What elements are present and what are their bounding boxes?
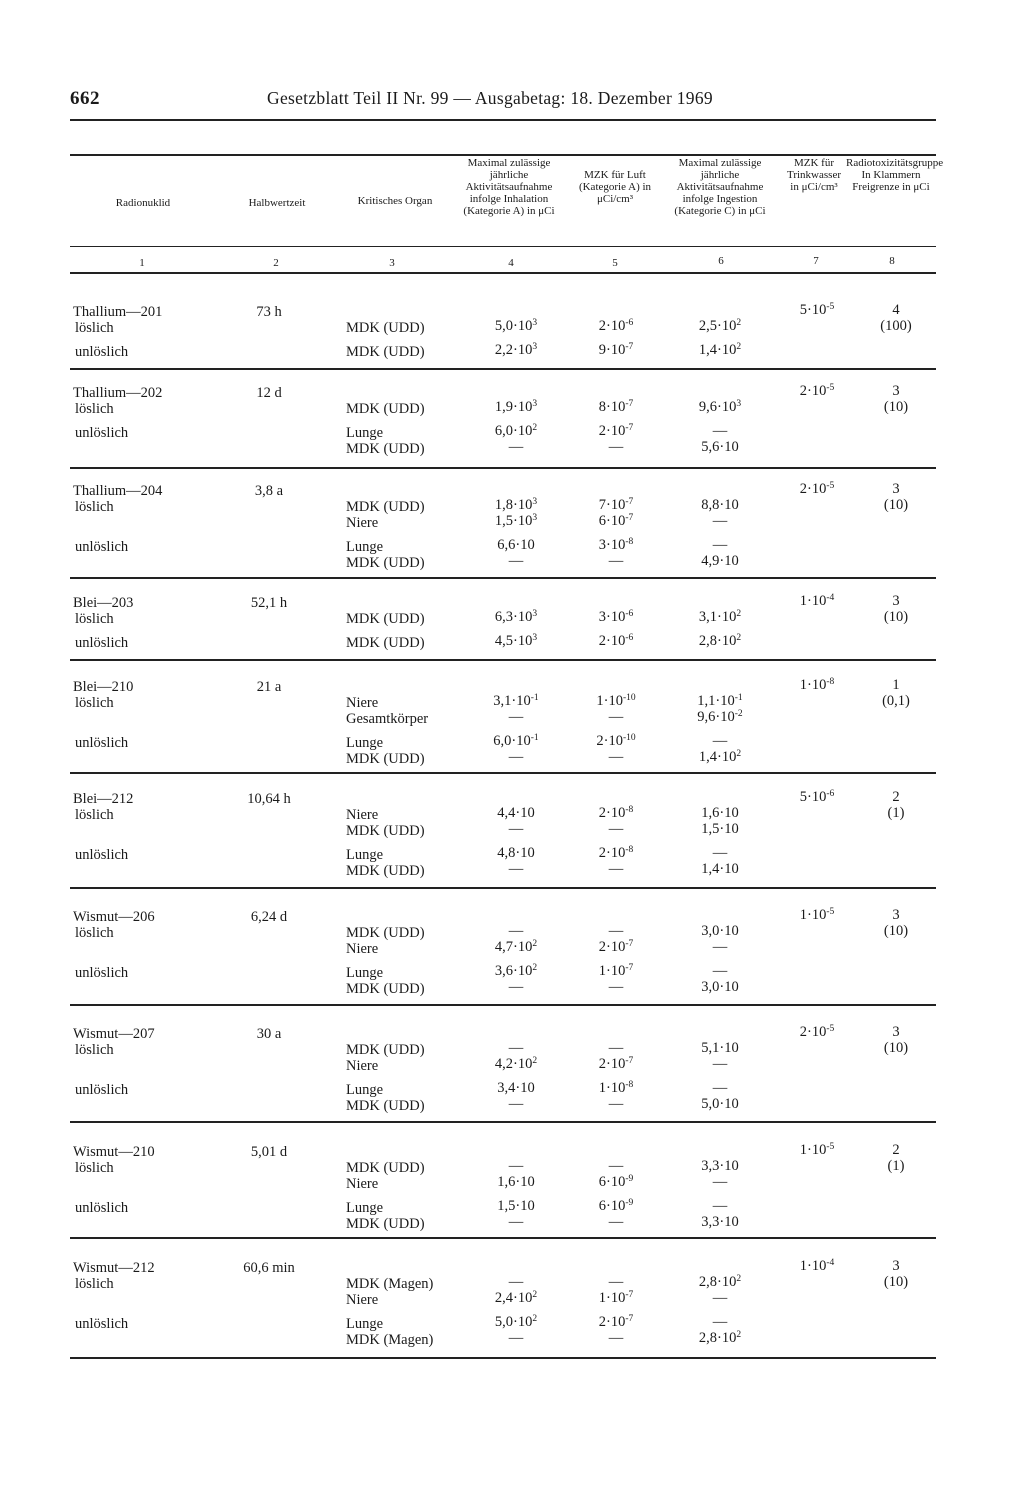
critical-organ: Niere [346, 1292, 379, 1308]
solubility-form: löslich [75, 611, 114, 627]
critical-organ: MDK (UDD) [346, 320, 425, 336]
ingestion-value: — [712, 845, 728, 861]
toxicity-group: 1 [892, 677, 900, 693]
toxicity-group: 2 [892, 789, 900, 805]
group-separator [70, 887, 936, 889]
mzk-water: $1\cdot 10^{-5}$ [799, 1142, 835, 1158]
air-mzk-value: — [608, 439, 624, 455]
nuclide-name: Thallium—202 [73, 385, 163, 401]
mzk-water: $1\cdot 10^{-4}$ [799, 593, 835, 609]
half-life: 60,6 min [243, 1260, 295, 1276]
colnum-2: 2 [273, 257, 279, 269]
inhalation-value: — [508, 861, 524, 877]
air-mzk-value: $2\cdot 10^{-7}$ [598, 939, 634, 955]
inhalation-value: $5,0\cdot 10^2$ [494, 1314, 538, 1330]
ingestion-value: $2,8\cdot 10^2$ [698, 1330, 742, 1346]
ingestion-value: $9,6\cdot 10^3$ [698, 399, 742, 415]
critical-organ: Gesamtkörper [346, 711, 429, 727]
inhalation-value: $3,1\cdot 10^{-1}$ [493, 693, 539, 709]
critical-organ: Lunge [346, 1200, 384, 1216]
solubility-form: löslich [75, 695, 114, 711]
critical-organ: Niere [346, 1058, 379, 1074]
solubility-form: unlöslich [75, 635, 129, 651]
inhalation-value: $2,4\cdot 10^2$ [494, 1290, 538, 1306]
toxicity-group: 3 [892, 481, 900, 497]
critical-organ: MDK (UDD) [346, 401, 425, 417]
critical-organ: MDK (UDD) [346, 981, 425, 997]
inhalation-value: 3,4·10 [497, 1080, 535, 1096]
air-mzk-value: — [608, 749, 624, 765]
colnum-3: 3 [389, 257, 395, 269]
toxicity-group: 2 [892, 1142, 900, 1158]
air-mzk-value: $3\cdot 10^{-8}$ [598, 537, 634, 553]
colnum-5: 5 [612, 257, 618, 269]
solubility-form: unlöslich [75, 425, 129, 441]
colnum-8: 8 [889, 255, 895, 267]
half-life: 12 d [256, 385, 282, 401]
mzk-water: $1\cdot 10^{-4}$ [799, 1258, 835, 1274]
critical-organ: MDK (UDD) [346, 499, 425, 515]
solubility-form: löslich [75, 1042, 114, 1058]
critical-organ: MDK (UDD) [346, 611, 425, 627]
nuclide-name: Wismut—206 [73, 909, 155, 925]
inhalation-value: — [508, 1158, 524, 1174]
inhalation-value: $2,2\cdot 10^3$ [494, 342, 538, 358]
mzk-water: $2\cdot 10^{-5}$ [799, 383, 835, 399]
mzk-water: $2\cdot 10^{-5}$ [799, 1024, 835, 1040]
critical-organ: Niere [346, 807, 379, 823]
critical-organ: MDK (UDD) [346, 823, 425, 839]
ingestion-value: 5,1·10 [701, 1040, 739, 1056]
solubility-form: unlöslich [75, 1316, 129, 1332]
exemption-limit: (10) [883, 399, 909, 415]
exemption-limit: (10) [883, 497, 909, 513]
inhalation-value: 1,5·10 [497, 1198, 535, 1214]
inhalation-value: — [508, 1330, 524, 1346]
critical-organ: MDK (UDD) [346, 751, 425, 767]
air-mzk-value: — [608, 979, 624, 995]
air-mzk-value: — [608, 861, 624, 877]
solubility-form: unlöslich [75, 539, 129, 555]
air-mzk-value: $8\cdot 10^{-7}$ [598, 399, 634, 415]
ingestion-value: 5,6·10 [701, 439, 739, 455]
exemption-limit: (10) [883, 923, 909, 939]
colnum-4: 4 [508, 257, 514, 269]
group-separator [70, 1237, 936, 1239]
half-life: 30 a [256, 1026, 282, 1042]
critical-organ: Lunge [346, 847, 384, 863]
ingestion-value: $9,6\cdot 10^{-2}$ [697, 709, 743, 725]
inhalation-value: $6,0\cdot 10^2$ [494, 423, 538, 439]
half-life: 10,64 h [247, 791, 291, 807]
air-mzk-value: $1\cdot 10^{-8}$ [598, 1080, 634, 1096]
ingestion-value: — [712, 1174, 728, 1190]
inhalation-value: $4,7\cdot 10^2$ [494, 939, 538, 955]
ingestion-value: $2,8\cdot 10^2$ [698, 633, 742, 649]
ingestion-value: $1,1\cdot 10^{-1}$ [697, 693, 743, 709]
ingestion-value: — [712, 733, 728, 749]
inhalation-value: — [508, 1274, 524, 1290]
mzk-water: $5\cdot 10^{-6}$ [799, 789, 835, 805]
nuclide-name: Thallium—204 [73, 483, 163, 499]
solubility-form: löslich [75, 1160, 114, 1176]
critical-organ: Niere [346, 695, 379, 711]
ingestion-value: — [712, 1056, 728, 1072]
inhalation-value: — [508, 923, 524, 939]
toxicity-group: 3 [892, 1258, 900, 1274]
ingestion-value: — [712, 939, 728, 955]
colhead-ingestion: Maximal zulässige jährliche Aktivitätsaufnahme infolge Ingestion (Kategorie C) in μCi [674, 157, 766, 217]
inhalation-value: — [508, 1096, 524, 1112]
air-mzk-value: $6\cdot 10^{-7}$ [598, 513, 634, 529]
air-mzk-value: $2\cdot 10^{-7}$ [598, 423, 634, 439]
inhalation-value: — [508, 821, 524, 837]
ingestion-value: — [712, 1080, 728, 1096]
nuclide-name: Blei—212 [73, 791, 134, 807]
air-mzk-value: $1\cdot 10^{-7}$ [598, 1290, 634, 1306]
colhead-nuclide: Radionuklid [115, 197, 171, 209]
critical-organ: MDK (UDD) [346, 863, 425, 879]
ingestion-value: $1,4\cdot 10^2$ [698, 342, 742, 358]
critical-organ: Niere [346, 1176, 379, 1192]
air-mzk-value: $6\cdot 10^{-9}$ [598, 1174, 634, 1190]
ingestion-value: 1,6·10 [701, 805, 739, 821]
ingestion-value: — [712, 537, 728, 553]
toxicity-group: 3 [892, 383, 900, 399]
air-mzk-value: $2\cdot 10^{-7}$ [598, 1056, 634, 1072]
table-top-rule [70, 154, 936, 156]
nuclide-name: Wismut—207 [73, 1026, 155, 1042]
inhalation-value: — [508, 1214, 524, 1230]
group-separator [70, 467, 936, 469]
ingestion-value: — [712, 513, 728, 529]
ingestion-value: — [712, 423, 728, 439]
inhalation-value: $1,9\cdot 10^3$ [494, 399, 538, 415]
colhead-air: MZK für Luft (Kategorie A) in μCi/cm³ [578, 169, 652, 205]
air-mzk-value: $2\cdot 10^{-6}$ [598, 318, 634, 334]
air-mzk-value: — [608, 821, 624, 837]
air-mzk-value: $2\cdot 10^{-8}$ [598, 845, 634, 861]
nuclide-name: Thallium—201 [73, 304, 163, 320]
ingestion-value: $2,8\cdot 10^2$ [698, 1274, 742, 1290]
group-separator [70, 368, 936, 370]
critical-organ: MDK (UDD) [346, 1216, 425, 1232]
group-separator [70, 772, 936, 774]
exemption-limit: (1) [887, 805, 905, 821]
solubility-form: unlöslich [75, 344, 129, 360]
half-life: 5,01 d [250, 1144, 288, 1160]
air-mzk-value: $2\cdot 10^{-7}$ [598, 1314, 634, 1330]
air-mzk-value: $9\cdot 10^{-7}$ [598, 342, 634, 358]
half-life: 6,24 d [250, 909, 288, 925]
ingestion-value: 1,5·10 [701, 821, 739, 837]
inhalation-value: $1,5\cdot 10^3$ [494, 513, 538, 529]
solubility-form: löslich [75, 1276, 114, 1292]
ingestion-value: 3,0·10 [701, 923, 739, 939]
inhalation-value: 1,6·10 [497, 1174, 535, 1190]
critical-organ: MDK (UDD) [346, 1098, 425, 1114]
colnum-6: 6 [718, 255, 724, 267]
air-mzk-value: — [608, 553, 624, 569]
exemption-limit: (10) [883, 609, 909, 625]
critical-organ: Niere [346, 941, 379, 957]
running-title: Gesetzblatt Teil II Nr. 99 — Ausgabetag: 18. Dezember 1969 [267, 88, 713, 108]
nuclide-name: Wismut—210 [73, 1144, 155, 1160]
exemption-limit: (0,1) [882, 693, 910, 709]
solubility-form: unlöslich [75, 965, 129, 981]
inhalation-value: $5,0\cdot 10^3$ [494, 318, 538, 334]
solubility-form: löslich [75, 499, 114, 515]
critical-organ: Lunge [346, 735, 384, 751]
mzk-water: $1\cdot 10^{-5}$ [799, 907, 835, 923]
group-separator [70, 659, 936, 661]
toxicity-group: 4 [892, 302, 900, 318]
ingestion-value: 4,9·10 [701, 553, 739, 569]
critical-organ: MDK (Magen) [346, 1332, 434, 1348]
air-mzk-value: $2\cdot 10^{-10}$ [596, 733, 636, 749]
inhalation-value: $6,0\cdot 10^{-1}$ [493, 733, 539, 749]
solubility-form: unlöslich [75, 847, 129, 863]
page-number: 662 [70, 88, 100, 109]
header-divider [70, 246, 936, 247]
critical-organ: MDK (UDD) [346, 635, 425, 651]
inhalation-value: $3,6\cdot 10^2$ [494, 963, 538, 979]
solubility-form: löslich [75, 320, 114, 336]
air-mzk-value: $2\cdot 10^{-6}$ [598, 633, 634, 649]
air-mzk-value: — [608, 1330, 624, 1346]
group-separator [70, 1121, 936, 1123]
ingestion-value: 3,0·10 [701, 979, 739, 995]
critical-organ: MDK (UDD) [346, 441, 425, 457]
critical-organ: Lunge [346, 1316, 384, 1332]
ingestion-value: — [712, 1198, 728, 1214]
air-mzk-value: — [608, 1040, 624, 1056]
inhalation-value: $6,3\cdot 10^3$ [494, 609, 538, 625]
inhalation-value: — [508, 979, 524, 995]
toxicity-group: 3 [892, 1024, 900, 1040]
air-mzk-value: — [608, 923, 624, 939]
critical-organ: Lunge [346, 965, 384, 981]
inhalation-value: — [508, 749, 524, 765]
inhalation-value: — [508, 1040, 524, 1056]
solubility-form: löslich [75, 925, 114, 941]
header-rule [70, 119, 936, 121]
critical-organ: MDK (UDD) [346, 925, 425, 941]
air-mzk-value: $7\cdot 10^{-7}$ [598, 497, 634, 513]
colhead-inhalation: Maximal zulässige jährliche Aktivitätsaufnahme infolge Inhalation (Kategorie A) in μCi [463, 157, 555, 217]
solubility-form: unlöslich [75, 735, 129, 751]
inhalation-value: 4,8·10 [497, 845, 535, 861]
toxicity-group: 3 [892, 907, 900, 923]
half-life: 21 a [256, 679, 282, 695]
mzk-water: $1\cdot 10^{-8}$ [799, 677, 835, 693]
air-mzk-value: — [608, 709, 624, 725]
mzk-water: $5\cdot 10^{-5}$ [799, 302, 835, 318]
half-life: 3,8 a [254, 483, 284, 499]
air-mzk-value: $1\cdot 10^{-7}$ [598, 963, 634, 979]
group-separator [70, 577, 936, 579]
exemption-limit: (1) [887, 1158, 905, 1174]
exemption-limit: (10) [883, 1040, 909, 1056]
ingestion-value: — [712, 1290, 728, 1306]
critical-organ: MDK (UDD) [346, 1160, 425, 1176]
half-life: 73 h [256, 304, 282, 320]
ingestion-value: — [712, 963, 728, 979]
ingestion-value: $1,4\cdot 10^2$ [698, 749, 742, 765]
air-mzk-value: $2\cdot 10^{-8}$ [598, 805, 634, 821]
inhalation-value: $4,5\cdot 10^3$ [494, 633, 538, 649]
solubility-form: unlöslich [75, 1200, 129, 1216]
inhalation-value: $1,8\cdot 10^3$ [494, 497, 538, 513]
inhalation-value: — [508, 553, 524, 569]
air-mzk-value: $3\cdot 10^{-6}$ [598, 609, 634, 625]
air-mzk-value: — [608, 1158, 624, 1174]
solubility-form: löslich [75, 807, 114, 823]
ingestion-value: — [712, 1314, 728, 1330]
group-separator [70, 1004, 936, 1006]
critical-organ: MDK (Magen) [346, 1276, 434, 1292]
inhalation-value: — [508, 709, 524, 725]
ingestion-value: $2,5\cdot 10^2$ [698, 318, 742, 334]
air-mzk-value: — [608, 1274, 624, 1290]
inhalation-value: 6,6·10 [497, 537, 535, 553]
nuclide-name: Blei—203 [73, 595, 134, 611]
ingestion-value: 5,0·10 [701, 1096, 739, 1112]
exemption-limit: (10) [883, 1274, 909, 1290]
page-header [70, 88, 934, 114]
ingestion-value: 3,3·10 [701, 1158, 739, 1174]
air-mzk-value: $6\cdot 10^{-9}$ [598, 1198, 634, 1214]
colnum-7: 7 [813, 255, 819, 267]
ingestion-value: $3,1\cdot 10^2$ [698, 609, 742, 625]
critical-organ: MDK (UDD) [346, 1042, 425, 1058]
air-mzk-value: — [608, 1214, 624, 1230]
inhalation-value: — [508, 439, 524, 455]
toxicity-group: 3 [892, 593, 900, 609]
half-life: 52,1 h [250, 595, 288, 611]
mzk-water: $2\cdot 10^{-5}$ [799, 481, 835, 497]
inhalation-value: 4,4·10 [497, 805, 535, 821]
critical-organ: Lunge [346, 1082, 384, 1098]
nuclide-name: Blei—210 [73, 679, 134, 695]
critical-organ: MDK (UDD) [346, 344, 425, 360]
column-number-rule [70, 272, 936, 274]
table-bottom-rule [70, 1357, 936, 1359]
ingestion-value: 8,8·10 [701, 497, 739, 513]
colhead-halflife: Halbwertzeit [248, 197, 306, 209]
colhead-group: Radiotoxizitätsgruppe In Klammern Freigrenze in μCi [846, 157, 944, 193]
colhead-organ: Kritisches Organ [357, 195, 433, 207]
solubility-form: unlöslich [75, 1082, 129, 1098]
solubility-form: löslich [75, 401, 114, 417]
colhead-water: MZK für Trinkwasser in μCi/cm³ [787, 157, 841, 193]
air-mzk-value: $1\cdot 10^{-10}$ [596, 693, 636, 709]
critical-organ: Lunge [346, 539, 384, 555]
air-mzk-value: — [608, 1096, 624, 1112]
ingestion-value: 1,4·10 [701, 861, 739, 877]
colnum-1: 1 [139, 257, 145, 269]
inhalation-value: $4,2\cdot 10^2$ [494, 1056, 538, 1072]
nuclide-name: Wismut—212 [73, 1260, 155, 1276]
ingestion-value: 3,3·10 [701, 1214, 739, 1230]
critical-organ: Lunge [346, 425, 384, 441]
critical-organ: Niere [346, 515, 379, 531]
critical-organ: MDK (UDD) [346, 555, 425, 571]
exemption-limit: (100) [880, 318, 912, 334]
